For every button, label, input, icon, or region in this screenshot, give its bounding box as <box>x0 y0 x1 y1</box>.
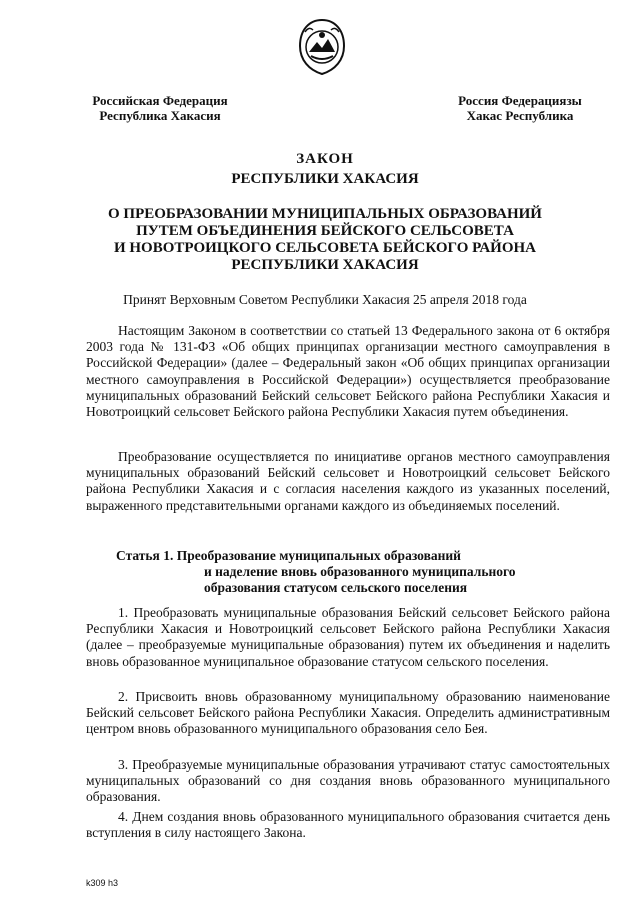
law-title-line: И НОВОТРОИЦКОГО СЕЛЬСОВЕТА БЕЙСКОГО РАЙОНА <box>113 240 537 256</box>
law-title-line: РЕСПУБЛИКИ ХАКАСИЯ <box>231 257 419 273</box>
preamble-paragraph: Настоящим Законом в соответствии со статьей 13 Федерального закона от 6 октября 2003 года № 131-ФЗ «Об общих принципах организации местного самоуправления в Российской Федерации» (далее – Федеральный закон «Об общих принципах организации местного самоуправления в Российской Федерации») осуществляется преобразование муниципальных образований Бейский сельсовет Бейского района Республики Хакасия и Новотроицкий сельсовет Бейского района Республики Хакасия путем объединения. <box>86 323 610 420</box>
document-code: k309 h3 <box>86 878 119 888</box>
law-republic: РЕСПУБЛИКИ ХАКАСИЯ <box>231 171 419 187</box>
preamble-paragraph: Преобразование осуществляется по инициативе органов местного самоуправления муниципальных образований Бейский сельсовет и Новотроицкий сельсовет Бейского района Республики Хакасия и с согласия населения каждого из указанных поселений, выраженного представительными органами каждого из объединяемых поселений. <box>86 449 610 513</box>
adoption-note: Принят Верховным Советом Республики Хакасия 25 апреля 2018 года <box>123 292 527 307</box>
header-left-line1: Российская Федерация <box>92 93 228 108</box>
law-title <box>60 206 590 274</box>
header-right <box>440 93 600 123</box>
header-left-line2: Республика Хакасия <box>99 108 221 123</box>
article-item: 3. Преобразуемые муниципальные образования утрачивают статус самостоятельных муниципальных образований со дня создания вновь образованного муниципального образования. <box>86 757 610 805</box>
law-title-line: О ПРЕОБРАЗОВАНИИ МУНИЦИПАЛЬНЫХ ОБРАЗОВАНИЙ <box>108 206 542 222</box>
article-item: 1. Преобразовать муниципальные образования Бейский сельсовет Бейского района Республики Хакасия и Новотроицкий сельсовет Бейского района Республики Хакасия (далее – преобразуемые муниципальные образования) путем их объединения и наделить вновь образованное муниципальное образование статусом сельского поселения. <box>86 605 610 669</box>
article-item: 4. Днем создания вновь образованного муниципального образования считается день вступления в силу настоящего Закона. <box>86 809 610 841</box>
header-left <box>80 93 240 123</box>
article-1-heading-line: Статья 1. Преобразование муниципальных образований <box>116 548 461 563</box>
article-item: 2. Присвоить вновь образованному муниципальному образованию наименование Бейский сельсовет Бейского района Республики Хакасия. Определить административным центром вновь образованного муниципального образования село Бея. <box>86 689 610 737</box>
coat-of-arms-emblem-icon <box>297 18 347 76</box>
law-title-line: ПУТЕМ ОБЪЕДИНЕНИЯ БЕЙСКОГО СЕЛЬСОВЕТА <box>136 223 514 239</box>
law-heading: ЗАКОН <box>296 151 354 167</box>
article-1-heading-line: образования статусом сельского поселения <box>204 580 468 595</box>
article-1-heading <box>86 548 610 596</box>
header-right-line1: Россия Федерациязы <box>458 93 582 108</box>
article-1-heading-line: и наделение вновь образованного муниципального <box>204 564 516 579</box>
header-right-line2: Хакас Республика <box>466 108 574 123</box>
